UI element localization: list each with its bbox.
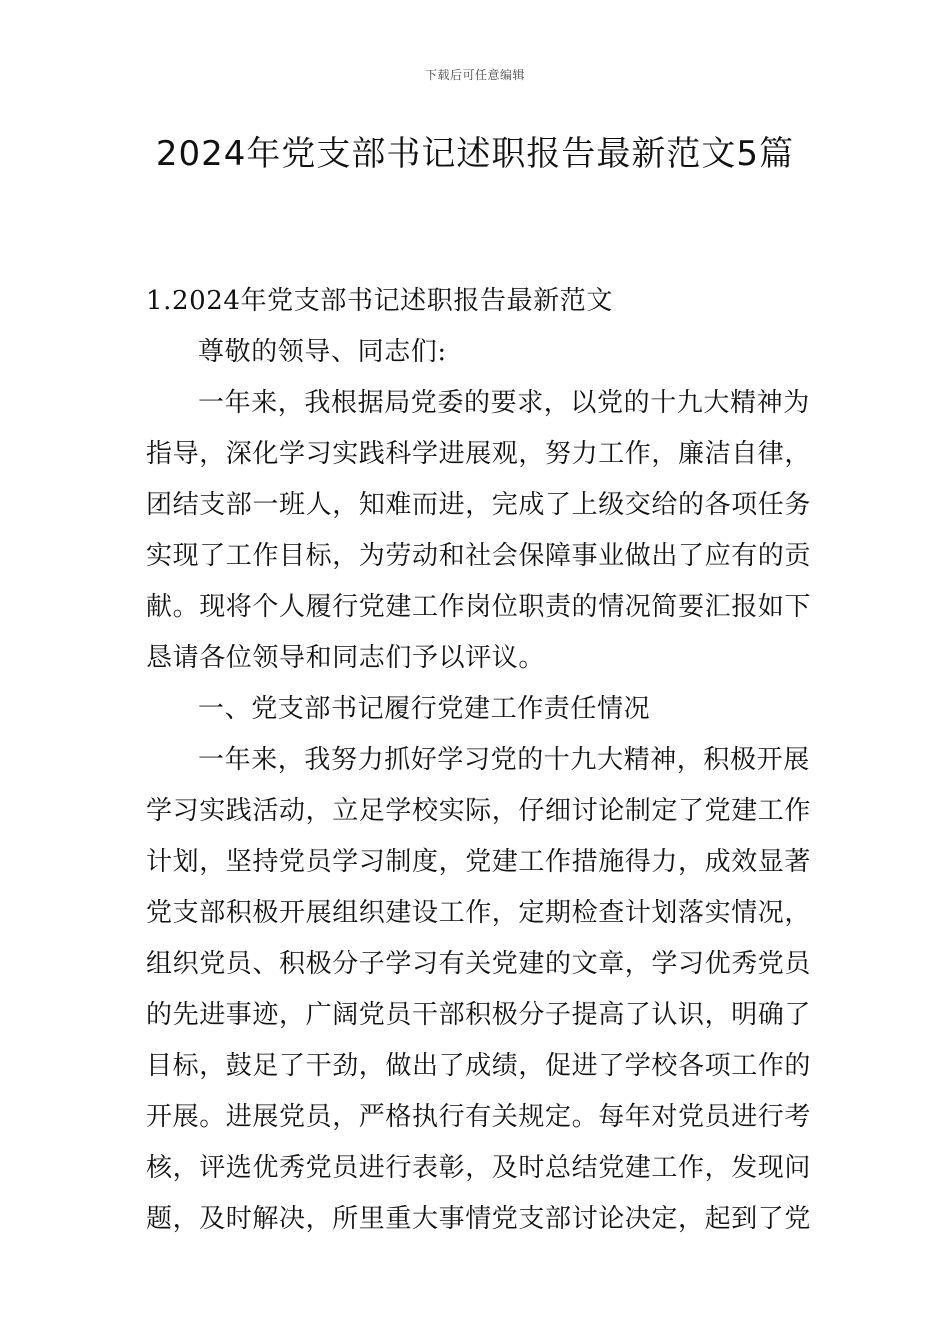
text-line: 组织党员、积极分子学习有关党建的文章，学习优秀党员: [146, 949, 812, 979]
document-title: 2024年党支部书记述职报告最新范文5篇: [155, 134, 795, 174]
text-line: 目标，鼓足了干劲，做出了成绩，促进了学校各项工作的: [146, 1051, 812, 1081]
text-line: 题，及时解决，所里重大事情党支部讨论决定，起到了党: [146, 1204, 812, 1234]
text-line: 1.2024年党支部书记述职报告最新范文: [146, 286, 613, 316]
text-line: 核，评选优秀党员进行表彰，及时总结党建工作，发现问: [146, 1153, 812, 1183]
text-line: 实现了工作目标，为劳动和社会保障事业做出了应有的贡: [146, 541, 812, 571]
text-line: 指导，深化学习实践科学进展观，努力工作，廉洁自律，: [146, 439, 812, 469]
text-line: 团结支部一班人，知难而进，完成了上级交给的各项任务: [146, 490, 812, 520]
text-line: 的先进事迹，广阔党员干部积极分子提高了认识，明确了: [146, 1000, 812, 1030]
text-line: 一年来，我根据局党委的要求，以党的十九大精神为: [198, 388, 810, 418]
text-line: 恳请各位领导和同志们予以评议。: [146, 643, 546, 673]
text-line: 开展。进展党员，严格执行有关规定。每年对党员进行考: [146, 1102, 812, 1132]
text-line: 计划，坚持党员学习制度，党建工作措施得力，成效显著: [146, 847, 812, 877]
text-line: 献。现将个人履行党建工作岗位职责的情况简要汇报如下: [146, 592, 812, 622]
text-line: 党支部积极开展组织建设工作，定期检查计划落实情况，: [146, 898, 812, 928]
document-body: [146, 282, 816, 1251]
text-line: 尊敬的领导、同志们:: [198, 337, 447, 367]
header-note: 下载后可任意编辑: [424, 68, 525, 82]
text-line: 一、党支部书记履行党建工作责任情况: [198, 694, 651, 724]
text-line: 学习实践活动，立足学校实际，仔细讨论制定了党建工作: [146, 796, 812, 826]
text-line: 一年来，我努力抓好学习党的十九大精神，积极开展: [198, 745, 810, 775]
